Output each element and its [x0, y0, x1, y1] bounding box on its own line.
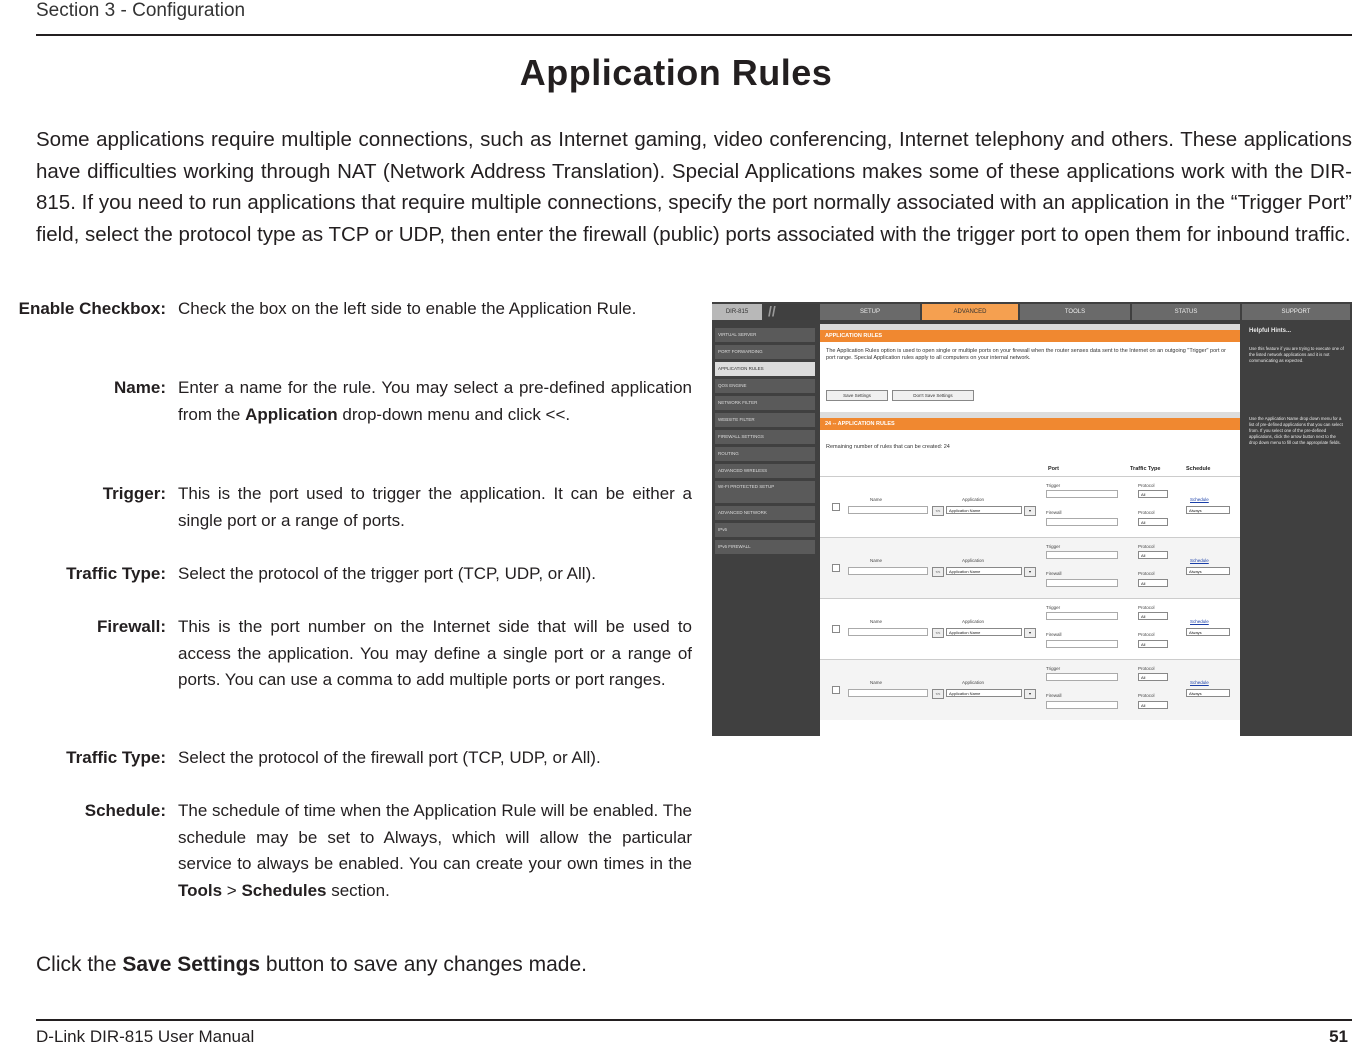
nav-ipv6[interactable]: IPv6: [715, 523, 815, 537]
chevron-down-icon[interactable]: ▾: [1024, 689, 1036, 699]
firewall-label: Firewall: [1046, 632, 1062, 637]
chevron-down-icon[interactable]: ▾: [1024, 506, 1036, 516]
application-select[interactable]: Application Name: [946, 506, 1022, 514]
term-description: Select the protocol of the trigger port (TCP, UDP, or All).: [178, 564, 596, 583]
trigger-input[interactable]: [1046, 551, 1118, 559]
nav-application-rules[interactable]: APPLICATION RULES: [715, 362, 815, 376]
nav-website-filter[interactable]: WEBSITE FILTER: [715, 413, 815, 427]
col-schedule: Schedule: [1186, 466, 1211, 472]
term-label: Schedule:: [84, 801, 166, 820]
trigger-input[interactable]: [1046, 490, 1118, 498]
nav-advanced-wireless[interactable]: ADVANCED WIRELESS: [715, 464, 815, 478]
note-bold-text: Save Settings: [122, 953, 261, 976]
chevron-down-icon[interactable]: ▾: [1024, 628, 1036, 638]
protocol-label: Protocol: [1138, 666, 1155, 671]
term-text: The schedule of time when the Application Rule will be enabled. The schedule may be set to Always, which will allow the particular service to always be enabled. You can create your own times in the: [178, 801, 692, 873]
trigger-protocol-select[interactable]: All: [1138, 490, 1168, 498]
tab-support[interactable]: SUPPORT: [1242, 304, 1350, 320]
model-badge: DIR-815: [712, 304, 762, 320]
rule-row: [820, 659, 1240, 720]
application-select[interactable]: Application Name: [946, 689, 1022, 697]
term-label: Name:: [114, 378, 166, 397]
left-nav: [712, 324, 818, 736]
panel-text: The Application Rules option is used to open single or multiple ports on your firewall when the router senses data sent to the Internet on an outgoing "Trigger" port or port range. Special Application rules apply to all computers on your internal network.: [826, 348, 1226, 361]
application-label: Application: [962, 680, 985, 685]
trigger-input[interactable]: [1046, 612, 1118, 620]
application-label: Application: [962, 497, 985, 502]
term-text: >: [222, 880, 242, 900]
trigger-label: Trigger: [1046, 483, 1061, 488]
tab-advanced[interactable]: ADVANCED: [922, 304, 1018, 320]
firewall-label: Firewall: [1046, 693, 1062, 698]
trigger-input[interactable]: [1046, 673, 1118, 681]
protocol-label: Protocol: [1138, 605, 1155, 610]
protocol-label: Protocol: [1138, 483, 1155, 488]
protocol-label: Protocol: [1138, 632, 1155, 637]
name-label: Name: [870, 680, 883, 685]
add-button[interactable]: <<: [932, 689, 944, 699]
trigger-protocol-select[interactable]: All: [1138, 612, 1168, 620]
trigger-protocol-select[interactable]: All: [1138, 551, 1168, 559]
help-text: Use the Application Name drop down menu for a list of pre-defined applications that you can select from. If you select one of the pre-defined applications, click the arrow button next to the drop down menu to fill out the appropriate fields.: [1249, 416, 1343, 445]
manual-title: D-Link DIR-815 User Manual: [36, 1027, 255, 1046]
application-select[interactable]: Application Name: [946, 628, 1022, 636]
firewall-protocol-select[interactable]: All: [1138, 518, 1168, 526]
rule-row: [820, 598, 1240, 659]
schedule-link[interactable]: Schedule: [1190, 558, 1209, 563]
schedule-link[interactable]: Schedule: [1190, 619, 1209, 624]
name-label: Name: [870, 497, 883, 502]
nav-wps[interactable]: WI-FI PROTECTED SETUP: [715, 481, 815, 503]
save-settings-note: [36, 953, 587, 977]
bottom-divider: [36, 1019, 1352, 1021]
add-button[interactable]: <<: [932, 506, 944, 516]
firewall-label: Firewall: [1046, 571, 1062, 576]
term-bold-text: Schedules: [241, 880, 327, 900]
enable-checkbox[interactable]: [832, 625, 840, 633]
rule-row: [820, 537, 1240, 598]
tab-setup[interactable]: SETUP: [820, 304, 920, 320]
page-title: Application Rules: [519, 52, 833, 93]
name-input[interactable]: [848, 506, 928, 514]
name-input[interactable]: [848, 567, 928, 575]
nav-virtual-server[interactable]: VIRTUAL SERVER: [715, 328, 815, 342]
firewall-input[interactable]: [1046, 640, 1118, 648]
application-select[interactable]: Application Name: [946, 567, 1022, 575]
name-label: Name: [870, 619, 883, 624]
firewall-protocol-select[interactable]: All: [1138, 701, 1168, 709]
nav-network-filter[interactable]: NETWORK FILTER: [715, 396, 815, 410]
chevron-down-icon[interactable]: ▾: [1024, 567, 1036, 577]
note-text: Click the: [36, 953, 123, 976]
firewall-input[interactable]: [1046, 518, 1118, 526]
schedule-select[interactable]: Always: [1186, 506, 1230, 514]
intro-panel: [820, 342, 1240, 412]
term-text: section.: [326, 880, 390, 900]
name-input[interactable]: [848, 628, 928, 636]
section-header: Section 3 - Configuration: [36, 0, 246, 21]
helpful-hints-panel: [1244, 324, 1350, 736]
dont-save-button[interactable]: Don't Save Settings: [892, 390, 974, 401]
top-divider: [36, 34, 1352, 36]
intro-paragraph: Some applications require multiple connections, such as Internet gaming, video conferencing, Internet telephony and others. These applications have difficulties working through NAT (Network Address Translation). Special Applications makes some of these applications work with the DIR-815. If you need to run applications that require multiple connections, specify the port normally associated with an application in the “Trigger Port” field, select the protocol type as TCP or UDP, then enter the firewall (public) ports associated with the trigger port to open them for inbound traffic.: [36, 128, 1352, 246]
term-label: Traffic Type:: [66, 564, 166, 583]
schedule-link[interactable]: Schedule: [1190, 680, 1209, 685]
term-label: Traffic Type:: [66, 748, 166, 767]
application-label: Application: [962, 558, 985, 563]
trigger-label: Trigger: [1046, 605, 1061, 610]
box-header: 24 -- APPLICATION RULES: [820, 418, 1240, 430]
nav-port-forwarding[interactable]: PORT FORWARDING: [715, 345, 815, 359]
nav-firewall-settings[interactable]: FIREWALL SETTINGS: [715, 430, 815, 444]
term-label: Trigger:: [102, 484, 166, 503]
name-input[interactable]: [848, 689, 928, 697]
nav-routing[interactable]: ROUTING: [715, 447, 815, 461]
page-number: 51: [1329, 1027, 1348, 1046]
trigger-label: Trigger: [1046, 666, 1061, 671]
nav-qos-engine[interactable]: QOS ENGINE: [715, 379, 815, 393]
application-label: Application: [962, 619, 985, 624]
protocol-label: Protocol: [1138, 544, 1155, 549]
rule-row: [820, 476, 1240, 537]
router-screenshot: [712, 302, 1352, 736]
term-description: [178, 375, 692, 428]
divider-slashes-icon: //: [768, 303, 776, 319]
protocol-label: Protocol: [1138, 693, 1155, 698]
col-port: Port: [1048, 466, 1059, 472]
term-text: drop-down menu and click <<.: [337, 404, 571, 424]
main-content: [820, 324, 1240, 736]
term-bold-text: Tools: [178, 880, 223, 900]
remaining-text: Remaining number of rules that can be created: 24: [826, 444, 950, 450]
box-header: APPLICATION RULES: [820, 330, 1240, 342]
term-description: This is the port number on the Internet side that will be used to access the application. You may define a single port or a range of ports. You can use a comma to add multiple ports or port ranges.: [178, 617, 692, 689]
enable-checkbox[interactable]: [832, 503, 840, 511]
schedule-select[interactable]: Always: [1186, 628, 1230, 636]
note-text: button to save any changes made.: [260, 953, 587, 976]
rules-panel: [820, 430, 1240, 736]
tab-status[interactable]: STATUS: [1132, 304, 1240, 320]
firewall-input[interactable]: [1046, 579, 1118, 587]
schedule-link[interactable]: Schedule: [1190, 497, 1209, 502]
save-settings-button[interactable]: Save Settings: [826, 390, 888, 401]
enable-checkbox[interactable]: [832, 564, 840, 572]
nav-ipv6-firewall[interactable]: IPv6 FIREWALL: [715, 540, 815, 554]
term-bold-text: Application: [245, 404, 338, 424]
protocol-label: Protocol: [1138, 571, 1155, 576]
firewall-protocol-select[interactable]: All: [1138, 579, 1168, 587]
protocol-label: Protocol: [1138, 510, 1155, 515]
add-button[interactable]: <<: [932, 628, 944, 638]
col-traffic-type: Traffic Type: [1130, 466, 1161, 472]
enable-checkbox[interactable]: [832, 686, 840, 694]
help-text: Use this feature if you are trying to execute one of the listed network applications and it is not communicating as expected.: [1249, 346, 1344, 363]
term-label: Enable Checkbox:: [18, 299, 166, 318]
help-title: Helpful Hints...: [1249, 328, 1291, 334]
router-top-bar: [712, 302, 1352, 322]
tab-tools[interactable]: TOOLS: [1020, 304, 1130, 320]
term-label: Firewall:: [97, 617, 166, 636]
term-description: Select the protocol of the firewall port (TCP, UDP, or All).: [178, 748, 601, 767]
name-label: Name: [870, 558, 883, 563]
schedule-select[interactable]: Always: [1186, 689, 1230, 697]
term-description: [178, 798, 692, 904]
term-description: This is the port used to trigger the application. It can be either a single port or a range of ports.: [178, 484, 692, 530]
term-description: Check the box on the left side to enable the Application Rule.: [178, 299, 637, 318]
add-button[interactable]: <<: [932, 567, 944, 577]
trigger-protocol-select[interactable]: All: [1138, 673, 1168, 681]
nav-advanced-network[interactable]: ADVANCED NETWORK: [715, 506, 815, 520]
firewall-input[interactable]: [1046, 701, 1118, 709]
firewall-label: Firewall: [1046, 510, 1062, 515]
firewall-protocol-select[interactable]: All: [1138, 640, 1168, 648]
trigger-label: Trigger: [1046, 544, 1061, 549]
schedule-select[interactable]: Always: [1186, 567, 1230, 575]
term-text: Enter a name for the rule. You may select a pre-defined application from the: [178, 378, 692, 424]
